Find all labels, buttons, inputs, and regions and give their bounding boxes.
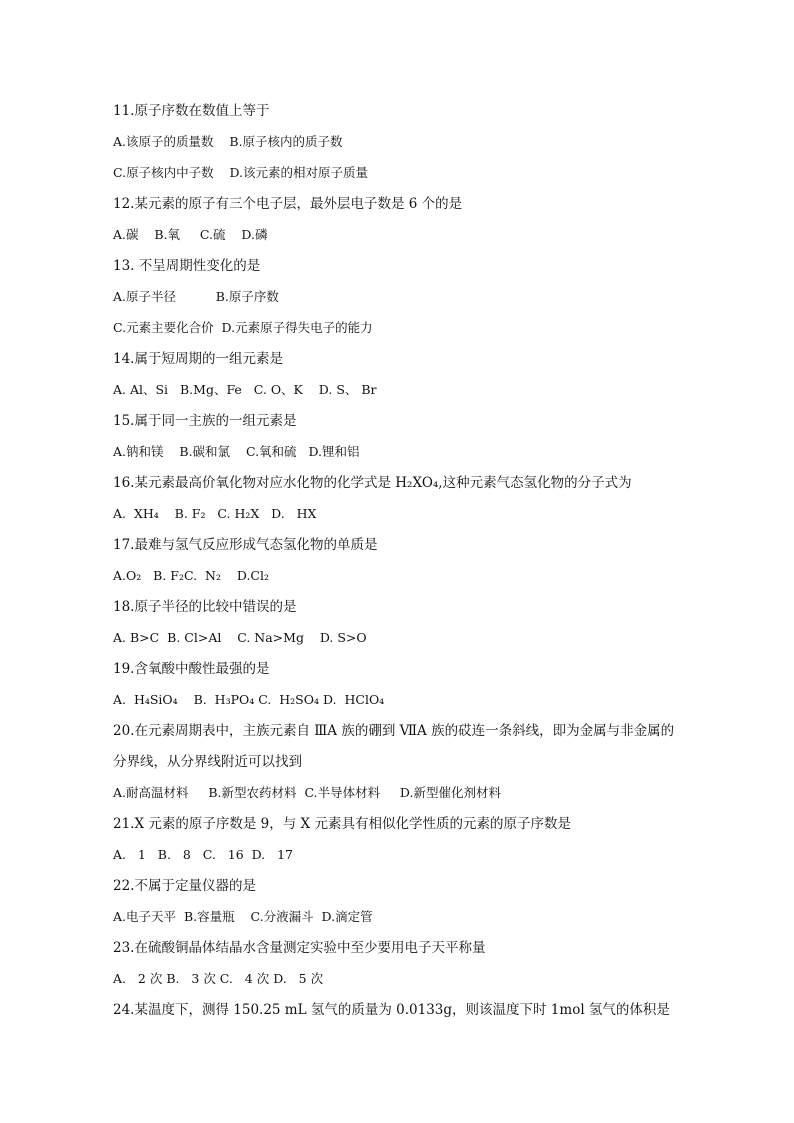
question-12-options: A.碳 B.氧 C.硫 D.磷: [113, 227, 268, 242]
question-20-continued: 分界线，从分界线附近可以找到: [113, 754, 302, 770]
question-20-options: A.耐高温材料 B.新型农药材料 C.半导体材料 D.新型催化剂材料: [113, 785, 501, 800]
question-14-options: A. Al、Si B.Mg、Fe C. O、K D. S、 Br: [113, 382, 377, 397]
question-16: 16.某元素最高价氧化物对应水化物的化学式是 H₂XO₄,这种元素气态氢化物的分子式为: [113, 475, 632, 491]
question-11-options-cd: C.原子核内中子数 D.该元素的相对原子质量: [113, 165, 369, 180]
question-16-options: A. XH₄ B. F₂ C. H₂X D. HX: [113, 506, 317, 521]
question-17: 17.最难与氢气反应形成气态氢化物的单质是: [113, 537, 378, 553]
question-19-options: A. H₄SiO₄ B. H₃PO₄ C. H₂SO₄ D. HClO₄: [113, 692, 385, 707]
question-11: 11.原子序数在数值上等于: [113, 103, 270, 119]
question-22: 22.不属于定量仪器的是: [113, 878, 256, 894]
question-23-options: A. 2 次 B. 3 次 C. 4 次 D. 5 次: [113, 971, 324, 986]
question-13: 13. 不呈周期性变化的是: [113, 258, 261, 274]
question-15: 15.属于同一主族的一组元素是: [113, 413, 297, 429]
question-22-options: A.电子天平 B.容量瓶 C.分液漏斗 D.滴定管: [113, 909, 373, 924]
question-18-options: A. B>C B. Cl>Al C. Na>Mg D. S>O: [113, 630, 367, 645]
question-11-options-ab: A.该原子的质量数 B.原子核内的质子数: [113, 134, 343, 149]
question-13-options-ab: A.原子半径 B.原子序数: [113, 289, 279, 304]
exam-page: [113, 100, 713, 1030]
question-18: 18.原子半径的比较中错误的是: [113, 599, 297, 615]
question-20: 20.在元素周期表中，主族元素自 ⅢA 族的硼到 ⅦA 族的砹连一条斜线，即为金属与非金属的: [113, 723, 675, 739]
question-24: 24.某温度下，测得 150.25 mL 氢气的质量为 0.0133g，则该温度下时 1mol 氢气的体积是: [113, 1002, 670, 1018]
question-17-options: A.O₂ B. F₂C. N₂ D.Cl₂: [113, 568, 269, 583]
question-12: 12.某元素的原子有三个电子层，最外层电子数是 6 个的是: [113, 196, 463, 212]
question-23: 23.在硫酸铜晶体结晶水含量测定实验中至少要用电子天平称量: [113, 940, 486, 956]
question-15-options: A.钠和镁 B.碳和氯 C.氧和硫 D.锂和铝: [113, 444, 360, 459]
question-14: 14.属于短周期的一组元素是: [113, 351, 283, 367]
question-13-options-cd: C.元素主要化合价 D.元素原子得失电子的能力: [113, 320, 373, 335]
question-21-options: A. 1 B. 8 C. 16 D. 17: [113, 847, 293, 862]
question-21: 21.X 元素的原子序数是 9，与 X 元素具有相似化学性质的元素的原子序数是: [113, 816, 571, 832]
question-19: 19.含氧酸中酸性最强的是: [113, 661, 270, 677]
